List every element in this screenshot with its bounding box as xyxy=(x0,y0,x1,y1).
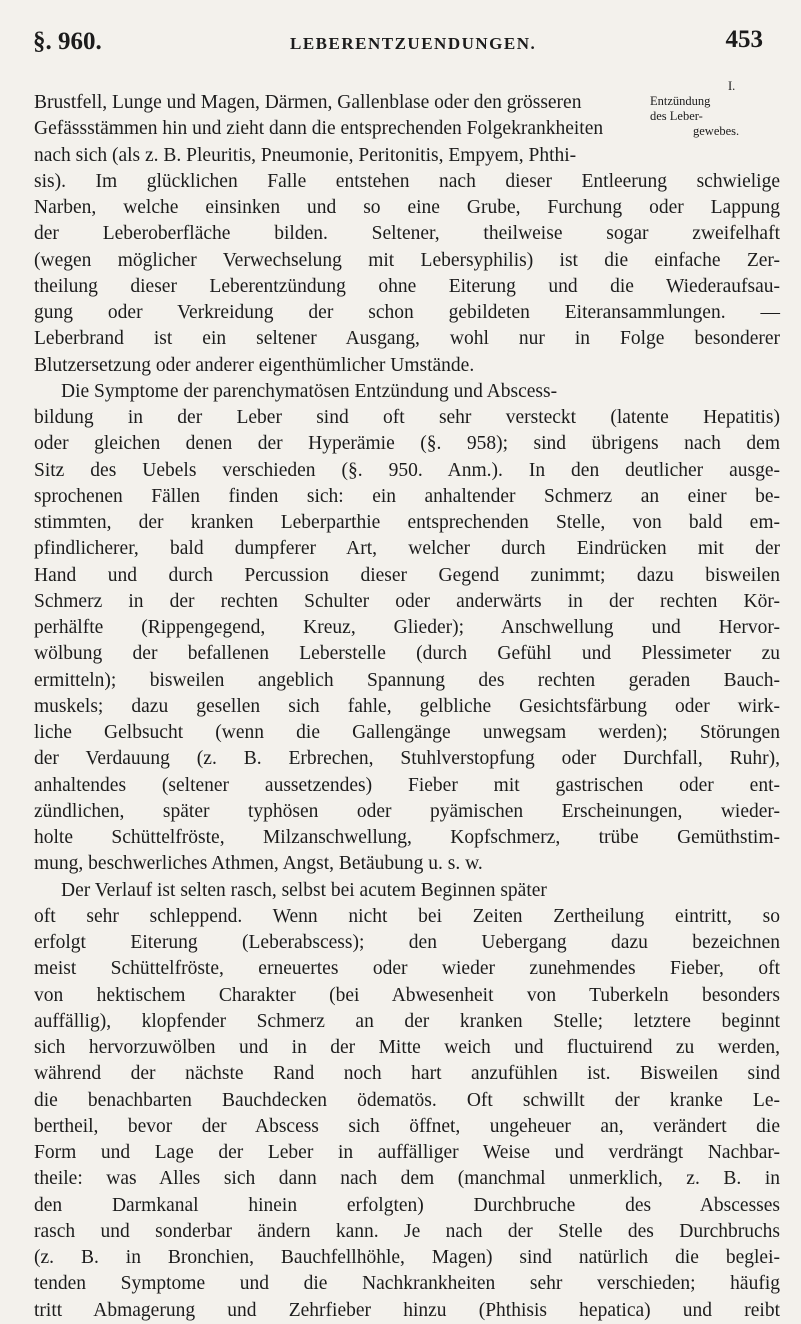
text-line: theile: was Alles sich dann nach dem (manchmal unmerklich, z. B. in xyxy=(34,1168,780,1190)
text-line: die benachbarten Bauchdecken ödematös. Oft schwillt der kranke Le- xyxy=(34,1089,780,1111)
text-line: tenden Symptome und die Nachkrankheiten sehr verschieden; häufig xyxy=(34,1273,780,1295)
text-line: tritt Abmagerung und Zehrfieber hinzu (Phthisis hepatica) und reibt xyxy=(34,1299,780,1321)
text-line: Der Verlauf ist selten rasch, selbst bei acutem Beginnen später xyxy=(61,879,547,901)
text-line: bildung in der Leber sind oft sehr versteckt (latente Hepatitis) xyxy=(34,407,780,428)
text-line: den Darmkanal hinein erfolgten) Durchbruche des Abscesses xyxy=(34,1194,780,1216)
text-line: pfindlicherer, bald dumpferer Art, welcher durch Eindrücken mit der xyxy=(34,538,780,560)
text-line: während der nächste Rand noch hart anzufühlen ist. Bisweilen sind xyxy=(34,1063,780,1085)
text-line: oder gleichen denen der Hyperämie (§. 958); sind übrigens nach dem xyxy=(34,433,780,455)
text-line: rasch und sonderbar ändern kann. Je nach der Stelle des Durchbruchs xyxy=(34,1220,780,1242)
text-line: der Leberoberfläche bilden. Seltener, theilweise sogar zweifelhaft xyxy=(34,223,780,245)
marginal-numeral: I. xyxy=(728,79,736,93)
text-line: (wegen möglicher Verwechselung mit Lebersyphilis) ist die einfache Zer- xyxy=(34,249,780,271)
text-line: perhälfte (Rippengegend, Kreuz, Glieder); Anschwellung und Hervor- xyxy=(34,617,780,638)
marginal-line: gewebes. xyxy=(693,124,740,138)
text-line: Narben, welche einsinken und so eine Grube, Furchung oder Lappung xyxy=(34,197,780,218)
text-line: anhaltendes (seltener aussetzendes) Fieber mit gastrischen oder ent- xyxy=(34,774,780,796)
text-line: sich hervorzuwölben und in der Mitte weich und fluctuirend zu werden, xyxy=(34,1037,780,1058)
text-line: Sitz des Uebels verschieden (§. 950. Anm.). In den deutlicher ausge- xyxy=(34,459,780,481)
section-number: §. 960. xyxy=(33,28,102,55)
body-text xyxy=(34,90,780,1324)
text-line: nach sich (als z. B. Pleuritis, Pneumonie, Peritonitis, Empyem, Phthi- xyxy=(34,144,577,166)
text-line: mung, beschwerliches Athmen, Angst, Betäubung u. s. w. xyxy=(34,853,483,875)
text-line: von hektischem Charakter (bei Abwesenheit von Tuberkeln besonders xyxy=(34,984,780,1006)
text-line: Leberbrand ist ein seltener Ausgang, wohl nur in Folge besonderer xyxy=(34,328,780,350)
text-line: Blutzersetzung oder anderer eigenthümlicher Umstände. xyxy=(34,354,475,376)
marginal-line: Entzündung xyxy=(650,94,711,108)
text-line: stimmten, der kranken Leberparthie entsprechenden Stelle, von bald em- xyxy=(34,512,780,533)
text-line: (z. B. in Bronchien, Bauchfellhöhle, Magen) sind natürlich die beglei- xyxy=(34,1247,780,1268)
text-line: Brustfell, Lunge und Magen, Därmen, Gallenblase oder den grösseren xyxy=(34,92,582,113)
text-line: liche Gelbsucht (wenn die Gallengänge unwegsam werden); Störungen xyxy=(34,722,780,743)
text-line: ermitteln); bisweilen angeblich Spannung des rechten geraden Bauch- xyxy=(34,669,780,691)
page-number: 453 xyxy=(725,26,763,53)
text-line: der Verdauung (z. B. Erbrechen, Stuhlverstopfung oder Durchfall, Ruhr), xyxy=(34,748,780,770)
page-header xyxy=(0,0,801,70)
marginal-line: des Leber- xyxy=(650,109,703,123)
text-line: sis). Im glücklichen Falle entstehen nach dieser Entleerung schwielige xyxy=(34,170,780,192)
text-line: Hand und durch Percussion dieser Gegend zunimmt; dazu bisweilen xyxy=(34,564,780,586)
text-line: sprochenen Fällen finden sich: ein anhaltender Schmerz an einer be- xyxy=(34,485,780,507)
text-line: muskels; dazu gesellen sich fahle, gelbliche Gesichtsfärbung oder wirk- xyxy=(34,695,780,717)
text-line: wölbung der befallenen Leberstelle (durch Gefühl und Plessimeter zu xyxy=(34,643,780,665)
text-line: auffällig), klopfender Schmerz an der kranken Stelle; letztere beginnt xyxy=(34,1010,780,1032)
text-line: Form und Lage der Leber in auffälliger Weise und verdrängt Nachbar- xyxy=(34,1142,780,1163)
text-line: theilung dieser Leberentzündung ohne Eiterung und die Wiederaufsau- xyxy=(34,275,780,297)
text-line: gung oder Verkreidung der schon gebildeten Eiteransammlungen. — xyxy=(34,302,780,323)
text-line: Die Symptome der parenchymatösen Entzündung und Abscess- xyxy=(61,380,558,402)
text-line: Schmerz in der rechten Schulter oder anderwärts in der rechten Kör- xyxy=(34,590,780,612)
text-line: erfolgt Eiterung (Leberabscess); den Uebergang dazu bezeichnen xyxy=(34,932,780,953)
text-line: bertheil, bevor der Abscess sich öffnet, ungeheuer an, verändert die xyxy=(34,1115,780,1137)
text-line: oft sehr schleppend. Wenn nicht bei Zeiten Zertheilung eintritt, so xyxy=(34,905,780,927)
text-line: zündlichen, später typhösen oder pyämischen Erscheinungen, wieder- xyxy=(34,800,780,822)
text-line: meist Schüttelfröste, erneuertes oder wieder zunehmendes Fieber, oft xyxy=(34,958,780,980)
text-line: holte Schüttelfröste, Milzanschwellung, Kopfschmerz, trübe Gemüthstim- xyxy=(34,827,780,848)
running-title: LEBERENTZUENDUNGEN. xyxy=(290,34,537,53)
text-line: Gefässstämmen hin und zieht dann die entsprechenden Folgekrankheiten xyxy=(34,118,604,140)
